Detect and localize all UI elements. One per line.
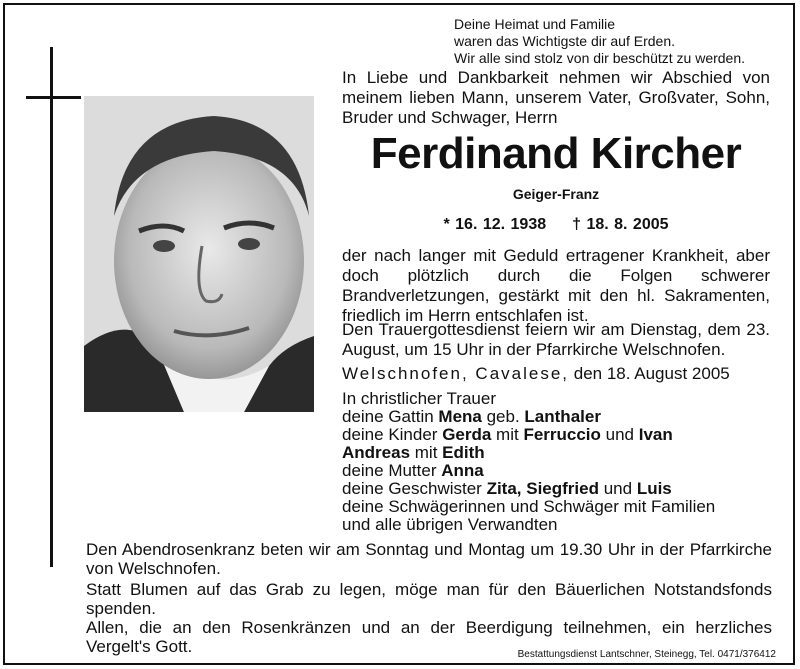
mourner-text: deine Geschwister — [342, 479, 487, 498]
mourner-name: Anna — [441, 461, 484, 480]
motto — [454, 16, 784, 67]
place-names: Welschnofen, Cavalese, — [342, 364, 570, 383]
paragraph-death: der nach langer mit Geduld ertragener Krankheit, aber doch plötzlich durch die Folgen schwerer Brandverletzungen, gestärkt mit den hl. Sakramenten, friedlich im Herrn entschlafen ist. — [342, 246, 770, 325]
mourner-name: Zita, Siegfried — [486, 479, 599, 498]
portrait-photo — [84, 96, 314, 412]
mourner-name: Ivan — [638, 425, 673, 444]
mourner-name: Gerda — [442, 425, 492, 444]
motto-line: Wir alle sind stolz von dir beschützt zu werden. — [454, 50, 746, 66]
mourner-text: deine Gattin — [342, 407, 439, 426]
mourner-name: Ferruccio — [523, 425, 601, 444]
intro-text: In Liebe und Dankbarkeit nehmen wir Abschied von meinem lieben Mann, unserem Vater, Großvater, Sohn, Bruder und Schwager, Herrn — [342, 68, 770, 127]
mourner-name: Luis — [636, 479, 672, 498]
mourner-line: deine Schwägerinnen und Schwäger mit Familien — [342, 497, 716, 516]
rosary-notice: Den Abendrosenkranz beten wir am Sonntag und Montag um 19.30 Uhr in der Pfarrkirche von Welschnofen. — [86, 540, 772, 578]
mourner-line — [342, 480, 770, 498]
cross-vertical-bar — [50, 47, 53, 567]
mourner-name: Andreas — [342, 443, 411, 462]
mourner-text: deine Mutter — [342, 461, 442, 480]
donation-notice: Statt Blumen auf das Grab zu legen, möge man für den Bäuerlichen Notstandsfonds spenden. — [86, 580, 772, 618]
mourner-text: deine Kinder — [342, 425, 443, 444]
life-dates — [342, 216, 770, 234]
mourner-line: In christlicher Trauer — [342, 389, 496, 408]
mourner-name: Edith — [442, 443, 485, 462]
place-date — [342, 364, 770, 384]
mourner-line — [342, 444, 770, 462]
notice-date: den 18. August 2005 — [573, 364, 730, 383]
mourner-text: mit — [410, 443, 443, 462]
death-date: † 18. 8. 2005 — [572, 216, 669, 233]
mourner-name: Lanthaler — [524, 407, 601, 426]
paragraph-funeral: Den Trauergottesdienst feiern wir am Dienstag, dem 23. August, um 15 Uhr in der Pfarrkirche Welschnofen. — [342, 320, 770, 359]
mourner-line — [342, 408, 770, 426]
nickname: Geiger-Franz — [512, 186, 600, 202]
birth-date: * 16. 12. 1938 — [443, 216, 547, 233]
motto-line: waren das Wichtigste dir auf Erden. — [454, 33, 675, 49]
mourner-line — [342, 426, 770, 444]
mourner-text: mit — [491, 425, 524, 444]
funeral-service-credit: Bestattungsdienst Lantschner, Steinegg, Tel. 0471/376412 — [517, 649, 776, 660]
cross-horizontal-bar — [26, 96, 81, 99]
thanks-notice: Allen, die an den Rosenkränzen und an der Beerdigung teilnehmen, ein herzliches Vergelt's Gott. — [86, 618, 772, 656]
mourner-text: geb. — [481, 407, 525, 426]
portrait-illustration — [84, 96, 314, 412]
mourner-name: Mena — [438, 407, 482, 426]
motto-line: Deine Heimat und Familie — [454, 16, 616, 32]
mourner-text: und — [599, 479, 637, 498]
mourner-text: und — [600, 425, 639, 444]
mourner-line: und alle übrigen Verwandten — [342, 515, 558, 534]
mourner-line — [342, 462, 770, 480]
deceased-name: Ferdinand Kircher — [370, 129, 742, 178]
mourners-list — [342, 390, 770, 534]
